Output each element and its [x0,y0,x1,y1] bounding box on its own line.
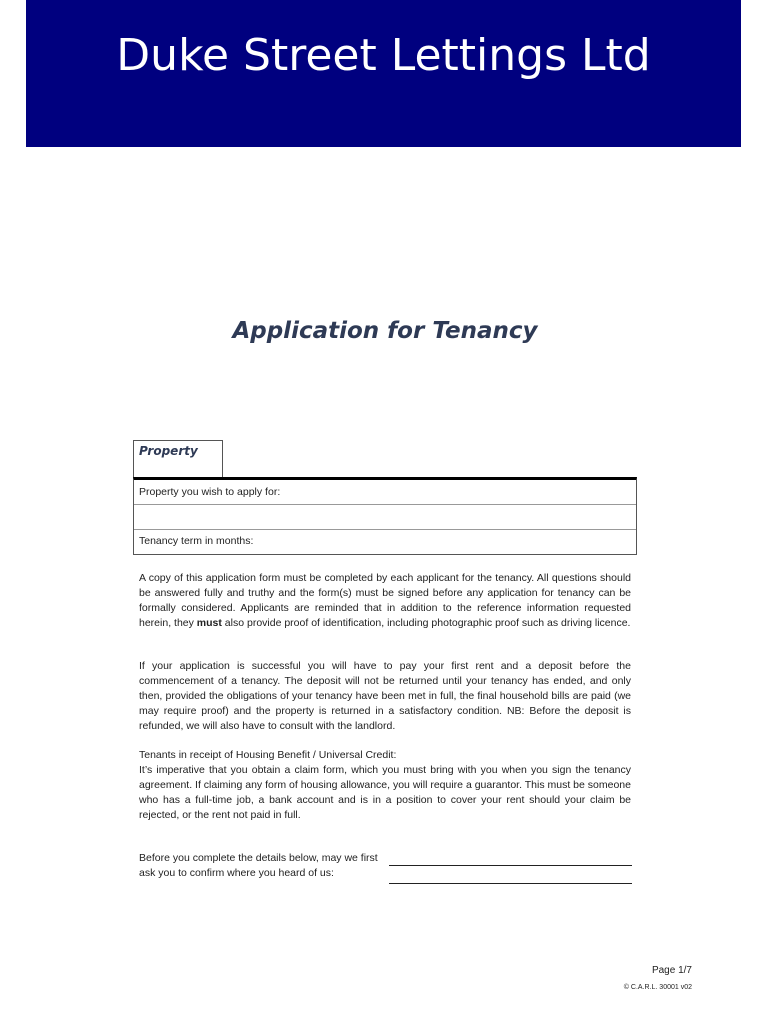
housing-benefit-text: It’s imperative that you obtain a claim form, which you must bring with you when you sign the tenancy agreement. If claiming any form of housing allowance, you will require a guarantor. This must be someone who has a full-time job, a bank account and is in a position to cover your rent should your claim be rejected, or the rent not paid in full. [139,764,631,821]
tenancy-term-label: Tenancy term in months: [139,535,254,547]
referral-question: Before you complete the details below, may we first ask you to confirm where you heard of us: [139,852,378,879]
document-title: Application for Tenancy [232,318,538,344]
property-label: Property you wish to apply for: [139,486,281,498]
property-row[interactable] [134,480,636,505]
property-tab-label: Property [139,444,198,458]
housing-benefit-heading: Tenants in receipt of Housing Benefit / Universal Credit: [139,749,397,761]
intro-text-end: also provide proof of identification, including photographic proof such as driving licence. [221,617,631,629]
referral-answer-line-2[interactable] [389,883,632,884]
page-number: Page 1/7 [651,965,692,976]
referral-answer-line-1[interactable] [389,865,632,866]
document-reference: © C.A.R.L. 30001 v02 [623,984,692,991]
intro-bold-must: must [196,617,222,629]
intro-text-start: A copy of this application form must be completed by each applicant for the tenancy. All questions should be answered fully and truthy and the form(s) must be signed before any application for tenancy can be formally considered. Applicants are reminded that in addition to the reference information requested herein, they [139,572,631,629]
header-banner [26,0,741,147]
deposit-paragraph: If your application is successful you will have to pay your first rent and a deposit before the commencement of a tenancy. The deposit will not be returned until your tenancy has ended, and only then, provided the obligations of your tenancy have been met in full, the final household bills are paid (we may require proof) and the property is returned in a satisfactory condition. NB: Before the deposit is refunded, we will also have to consult with the landlord. [139,660,631,732]
property-section-tab [133,440,223,477]
property-section-box [133,477,637,555]
intro-paragraph [139,571,631,631]
housing-benefit-paragraph [139,748,631,823]
company-name: Duke Street Lettings Ltd [116,30,651,81]
property-field-line[interactable] [134,505,636,530]
